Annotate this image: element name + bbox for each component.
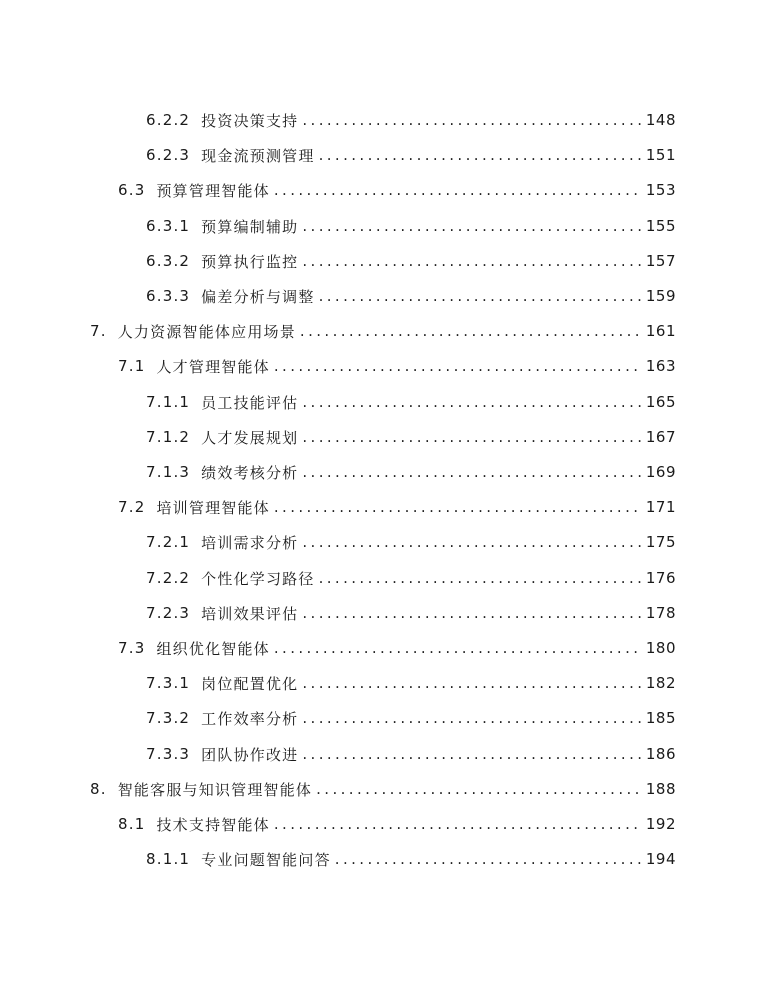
toc-entry[interactable] <box>146 213 676 239</box>
toc-page-number: 161 <box>645 322 676 340</box>
toc-dot-leader <box>274 639 642 657</box>
toc-page-number: 171 <box>645 498 676 516</box>
toc-entry[interactable] <box>146 389 676 415</box>
toc-entry[interactable] <box>146 600 676 626</box>
toc-dot-leader <box>316 780 642 798</box>
toc-entry[interactable] <box>146 459 676 485</box>
toc-entry[interactable] <box>146 107 676 133</box>
toc-section-number: 7.3 <box>118 639 146 657</box>
toc-section-title: 偏差分析与调整 <box>201 287 315 306</box>
toc-section-title: 组织优化智能体 <box>156 639 270 658</box>
toc-section-number: 7.2.1 <box>146 533 191 551</box>
toc-page-number: 169 <box>645 463 676 481</box>
toc-section-title: 智能客服与知识管理智能体 <box>117 780 313 799</box>
toc-section-number: 7.1.1 <box>146 393 191 411</box>
toc-section-title: 岗位配置优化 <box>201 674 299 693</box>
toc-dot-leader <box>302 533 641 551</box>
toc-section-number: 6.3.1 <box>146 217 191 235</box>
toc-section-title: 预算管理智能体 <box>156 181 270 200</box>
toc-section-number: 6.3.2 <box>146 252 191 270</box>
toc-section-title: 预算执行监控 <box>201 252 299 271</box>
toc-dot-leader <box>274 815 642 833</box>
toc-entry[interactable] <box>118 177 676 203</box>
toc-dot-leader <box>274 181 642 199</box>
toc-section-title: 个性化学习路径 <box>201 569 315 588</box>
toc-section-number: 7.3.1 <box>146 674 191 692</box>
toc-entry[interactable] <box>146 565 676 591</box>
toc-entry[interactable] <box>146 670 676 696</box>
toc-page-number: 194 <box>645 850 676 868</box>
toc-section-number: 8.1 <box>118 815 146 833</box>
toc-section-number: 7.2.3 <box>146 604 191 622</box>
toc-entry[interactable] <box>146 846 676 872</box>
toc-entry[interactable] <box>90 318 676 344</box>
toc-section-title: 预算编制辅助 <box>201 217 299 236</box>
toc-page-number: 167 <box>645 428 676 446</box>
toc-dot-leader <box>302 604 641 622</box>
toc-page-number: 182 <box>645 674 676 692</box>
toc-section-number: 6.2.3 <box>146 146 191 164</box>
toc-entry[interactable] <box>146 248 676 274</box>
toc-dot-leader <box>302 111 641 129</box>
toc-dot-leader <box>335 850 642 868</box>
toc-page-number: 159 <box>645 287 676 305</box>
toc-entry[interactable] <box>146 741 676 767</box>
toc-section-title: 绩效考核分析 <box>201 463 299 482</box>
toc-section-title: 人力资源智能体应用场景 <box>117 322 296 341</box>
toc-dot-leader <box>302 428 641 446</box>
toc-dot-leader <box>319 569 642 587</box>
toc-page-number: 178 <box>645 604 676 622</box>
toc-section-number: 6.2.2 <box>146 111 191 129</box>
toc-section-number: 7.2.2 <box>146 569 191 587</box>
toc-page-number: 163 <box>645 357 676 375</box>
toc-page-number: 192 <box>645 815 676 833</box>
toc-entry[interactable] <box>146 705 676 731</box>
toc-page-number: 151 <box>645 146 676 164</box>
toc-entry[interactable] <box>146 529 676 555</box>
toc-dot-leader <box>274 498 642 516</box>
toc-page-number: 180 <box>645 639 676 657</box>
toc-page-number: 148 <box>645 111 676 129</box>
toc-section-title: 培训需求分析 <box>201 533 299 552</box>
toc-section-number: 7.1.2 <box>146 428 191 446</box>
toc-page-number: 188 <box>645 780 676 798</box>
toc-page-number: 176 <box>645 569 676 587</box>
toc-page-number: 153 <box>645 181 676 199</box>
toc-page-number: 185 <box>645 709 676 727</box>
toc-section-number: 6.3 <box>118 181 146 199</box>
toc-entry[interactable] <box>118 811 676 837</box>
toc-dot-leader <box>319 146 642 164</box>
toc-section-number: 7.3.3 <box>146 745 191 763</box>
toc-section-title: 投资决策支持 <box>201 111 299 130</box>
toc-section-title: 团队协作改进 <box>201 745 299 764</box>
toc-dot-leader <box>300 322 642 340</box>
toc-dot-leader <box>302 674 641 692</box>
toc-dot-leader <box>302 463 641 481</box>
toc-section-title: 工作效率分析 <box>201 709 299 728</box>
toc-section-title: 培训管理智能体 <box>156 498 270 517</box>
toc-section-title: 技术支持智能体 <box>156 815 270 834</box>
toc-dot-leader <box>302 709 641 727</box>
toc-page-number: 175 <box>645 533 676 551</box>
toc-section-title: 专业问题智能问答 <box>201 850 331 869</box>
toc-entry[interactable] <box>146 283 676 309</box>
toc-entry[interactable] <box>118 353 676 379</box>
toc-page-number: 157 <box>645 252 676 270</box>
toc-dot-leader <box>319 287 642 305</box>
toc-entry[interactable] <box>146 142 676 168</box>
toc-entry[interactable] <box>90 776 676 802</box>
toc-entry[interactable] <box>118 635 676 661</box>
toc-section-number: 8.1.1 <box>146 850 191 868</box>
toc-section-number: 6.3.3 <box>146 287 191 305</box>
toc-section-title: 现金流预测管理 <box>201 146 315 165</box>
toc-dot-leader <box>274 357 642 375</box>
toc-section-number: 8. <box>90 780 107 798</box>
toc-entry[interactable] <box>118 494 676 520</box>
toc-section-number: 7.3.2 <box>146 709 191 727</box>
toc-dot-leader <box>302 217 641 235</box>
toc-dot-leader <box>302 252 641 270</box>
toc-section-number: 7.2 <box>118 498 146 516</box>
toc-page-number: 165 <box>645 393 676 411</box>
toc-page-number: 155 <box>645 217 676 235</box>
toc-section-number: 7.1 <box>118 357 146 375</box>
toc-dot-leader <box>302 745 641 763</box>
toc-section-title: 人才发展规划 <box>201 428 299 447</box>
toc-section-title: 人才管理智能体 <box>156 357 270 376</box>
toc-section-number: 7.1.3 <box>146 463 191 481</box>
toc-dot-leader <box>302 393 641 411</box>
toc-entry[interactable] <box>146 424 676 450</box>
toc-page-number: 186 <box>645 745 676 763</box>
toc-section-title: 培训效果评估 <box>201 604 299 623</box>
toc-section-number: 7. <box>90 322 107 340</box>
toc-section-title: 员工技能评估 <box>201 393 299 412</box>
